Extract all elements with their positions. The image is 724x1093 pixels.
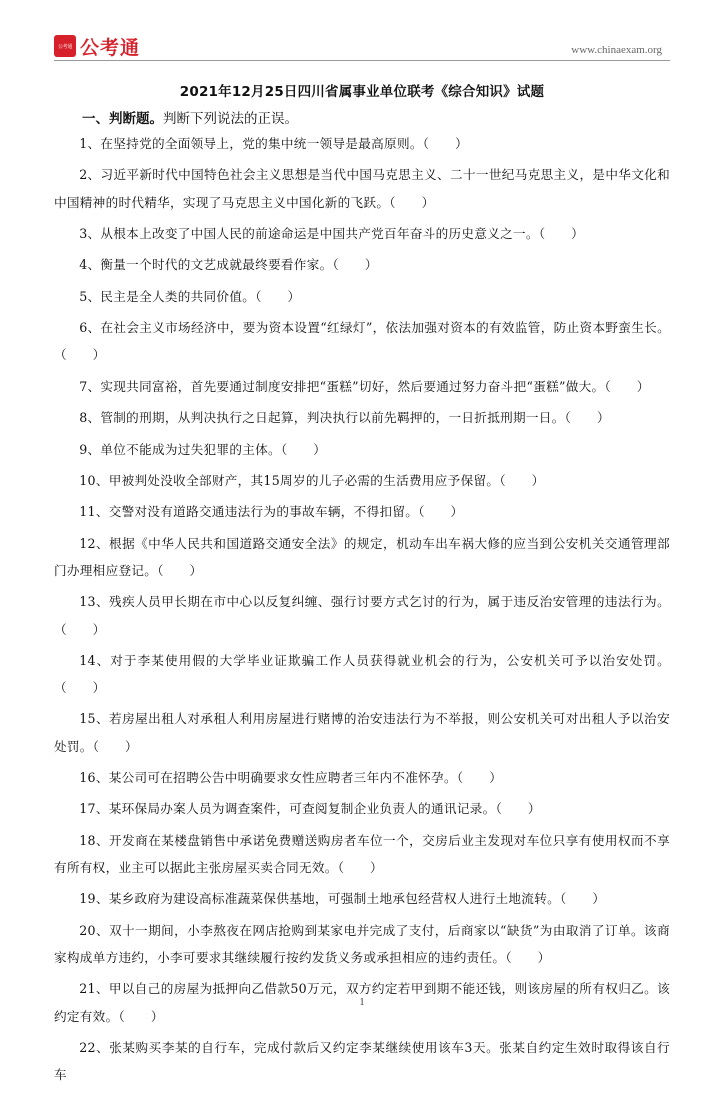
question-item: 1、在坚持党的全面领导上，党的集中统一领导是最高原则。（ ） [79, 136, 469, 151]
section-instruction: 判断下列说法的正误。 [163, 111, 298, 127]
question-item: 21、甲以自己的房屋为抵押向乙借款50万元，双方约定若甲到期不能还钱，则该房屋的所有权归乙。该约定有效。（ ） [54, 981, 670, 1024]
question-item: 16、某公司可在招聘公告中明确要求女性应聘者三年内不准怀孕。（ ） [79, 770, 503, 786]
question-item: 18、开发商在某楼盘销售中承诺免费赠送购房者车位一个，交房后业主发现对车位只享有使用权而不享有所有权，业主可以据此主张房屋买卖合同无效。（ ） [54, 832, 670, 876]
page-header [0, 0, 724, 62]
site-url[interactable]: www.chinaexam.org [571, 44, 662, 56]
section-heading-label: 一、判断题。 [82, 111, 163, 127]
question-item: 20、双十一期间，小李熬夜在网店抢购到某家电并完成了支付，后商家以“缺货”为由取消了订单。该商家构成单方违约，小李可要求其继续履行按约发货义务或承担相应的违约责任。（ ） [54, 922, 670, 966]
document-title: 2021年12月25日四川省属事业单位联考《综合知识》试题 [179, 84, 545, 100]
section-heading [82, 107, 298, 127]
page-number: 1 [359, 997, 365, 1008]
question-item: 10、甲被判处没收全部财产，其15周岁的儿子必需的生活费用应予保留。（ ） [79, 472, 545, 488]
question-item: 2、习近平新时代中国特色社会主义思想是当代中国马克思主义、二十一世纪马克思主义，是中华文化和中国精神的时代精华，实现了马克思主义中国化新的飞跃。（ ） [54, 167, 670, 210]
question-item: 3、从根本上改变了中国人民的前途命运是中国共产党百年奋斗的历史意义之一。（ ） [79, 225, 585, 241]
question-item: 7、实现共同富裕，首先要通过制度安排把“蛋糕”切好，然后要通过努力奋斗把“蛋糕”做大。（ ） [79, 378, 650, 394]
question-item: 8、管制的刑期，从判决执行之日起算，判决执行以前先羁押的，一日折抵刑期一日。（ ） [79, 410, 610, 426]
question-item: 15、若房屋出租人对承租人利用房屋进行赌博的治安违法行为不举报，则公安机关可对出租人予以治安处罚。（ ） [54, 711, 670, 754]
question-list [54, 130, 670, 1093]
question-item: 6、在社会主义市场经济中，要为资本设置“红绿灯”，依法加强对资本的有效监管，防止资本野蛮生长。（ ） [54, 320, 670, 363]
logo-icon: 公考通 [54, 35, 76, 57]
question-item: 13、残疾人员甲长期在市中心以反复纠缠、强行讨要方式乞讨的行为，属于违反治安管理的违法行为。（ ） [54, 594, 670, 637]
question-item: 4、衡量一个时代的文艺成就最终要看作家。（ ） [79, 257, 378, 273]
question-item: 9、单位不能成为过失犯罪的主体。（ ） [79, 441, 327, 457]
question-item: 12、根据《中华人民共和国道路交通安全法》的规定，机动车出车祸大修的应当到公安机关交通管理部门办理相应登记。（ ） [54, 535, 670, 578]
question-item: 22、张某购买李某的自行车，完成付款后又约定李某继续使用该车3天。张某自约定生效时取得该自行车 [54, 1040, 670, 1083]
question-item: 14、对于李某使用假的大学毕业证欺骗工作人员获得就业机会的行为，公安机关可予以治安处罚。（ ） [54, 652, 670, 696]
question-item: 17、某环保局办案人员为调查案件，可查阅复制企业负责人的通讯记录。（ ） [79, 801, 541, 817]
question-item: 19、某乡政府为建设高标准蔬菜保供基地，可强制土地承包经营权人进行土地流转。（ ） [79, 891, 606, 907]
logo-text: 公考通 [80, 37, 141, 59]
question-item: 5、民主是全人类的共同价值。（ ） [79, 288, 301, 304]
header-divider [54, 60, 670, 61]
question-item: 11、交警对没有道路交通违法行为的事故车辆，不得扣留。（ ） [79, 504, 464, 520]
